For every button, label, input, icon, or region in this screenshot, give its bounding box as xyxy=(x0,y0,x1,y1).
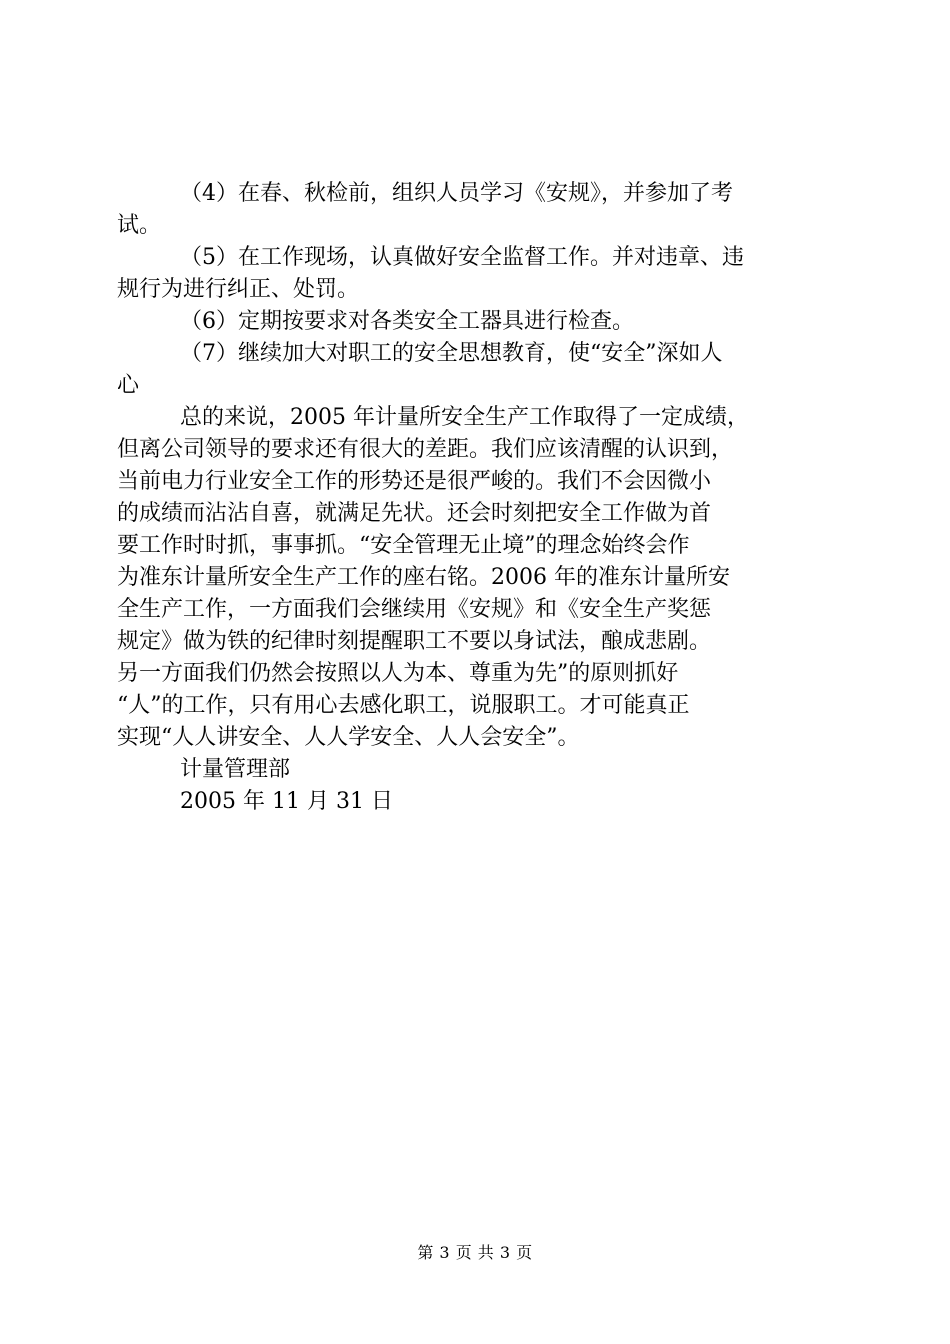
document-body xyxy=(117,178,837,818)
summary-line: 另一方面我们仍然会按照以人为本、尊重为先”的原则抓好 xyxy=(117,661,679,686)
list-item-line: （7）继续加大对职工的安全思想教育，使“安全”深如人 xyxy=(180,341,723,366)
list-item xyxy=(117,242,837,306)
page-footer: 第 3 页 共 3 页 xyxy=(417,1243,533,1262)
list-item-line: （6）定期按要求对各类安全工器具进行检查。 xyxy=(180,309,634,334)
summary-line: 规定》做为铁的纪律时刻提醒职工不要以身试法，酿成悲剧。 xyxy=(117,629,712,654)
summary-line: 为准东计量所安全生产工作的座右铭。2006 年的准东计量所安 xyxy=(117,565,730,590)
summary-line: 总的来说，2005 年计量所安全生产工作取得了一定成绩， xyxy=(180,405,749,430)
list-item xyxy=(117,306,837,338)
list-item xyxy=(117,178,837,242)
summary-line: 实现“人人讲安全、人人学安全、人人会安全”。 xyxy=(117,725,580,750)
list-item-line: 心 xyxy=(117,373,140,398)
signature-date: 2005 年 11 月 31 日 xyxy=(180,789,393,814)
summary-line: 要工作时时抓，事事抓。“安全管理无止境”的理念始终会作 xyxy=(117,533,690,558)
summary-line: 的成绩而沾沾自喜，就满足先状。还会时刻把安全工作做为首 xyxy=(117,501,712,526)
signature-block xyxy=(117,754,837,818)
signature-department: 计量管理部 xyxy=(180,757,291,782)
summary-paragraph xyxy=(117,402,837,754)
summary-line: 但离公司领导的要求还有很大的差距。我们应该清醒的认识到， xyxy=(117,437,734,462)
list-item xyxy=(117,338,837,402)
summary-line: 当前电力行业安全工作的形势还是很严峻的。我们不会因微小 xyxy=(117,469,712,494)
list-item-line: （5）在工作现场，认真做好安全监督工作。并对违章、违 xyxy=(180,245,744,270)
summary-line: 全生产工作，一方面我们会继续用《安规》和《安全生产奖惩 xyxy=(117,597,712,622)
list-item-line: 试。 xyxy=(117,213,162,238)
list-item-line: （4）在春、秋检前，组织人员学习《安规》，并参加了考 xyxy=(180,181,733,206)
list-item-line: 规行为进行纠正、处罚。 xyxy=(117,277,360,302)
summary-line: “人”的工作，只有用心去感化职工，说服职工。才可能真正 xyxy=(117,693,690,718)
